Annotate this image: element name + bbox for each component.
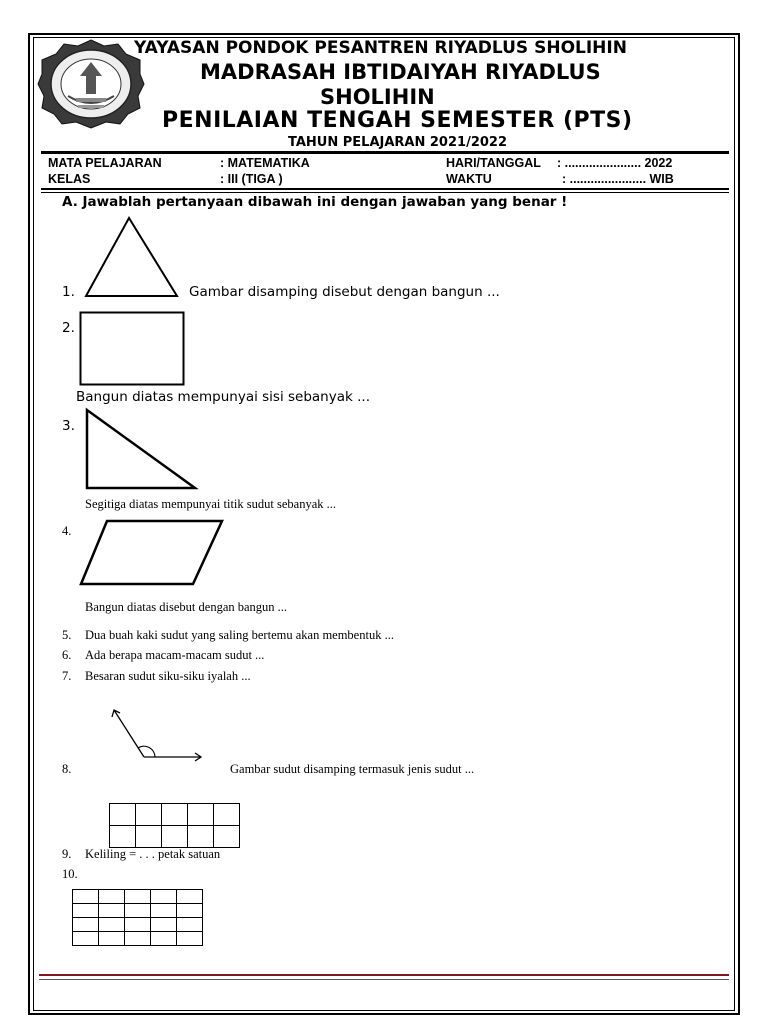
section-a-instruction: A. Jawablah pertanyaan dibawah ini dengan jawaban yang benar ! [62,194,568,210]
exam-title: PENILAIAN TENGAH SEMESTER (PTS) [162,108,633,133]
question-6-text: Ada berapa macam-macam sudut ... [85,648,265,662]
question-2-number: 2. [62,320,75,336]
question-10-number: 10. [62,867,78,881]
q9-unit-grid [109,803,240,848]
info-divider-bottom [41,192,729,193]
academic-year: TAHUN PELAJARAN 2021/2022 [288,135,508,150]
parallelogram-shape [79,519,225,586]
right-triangle-shape [85,408,198,490]
question-3-text: Segitiga diatas mempunyai titik sudut sebanyak ... [85,497,337,511]
class-label: KELAS [48,172,91,186]
day-date-value: : ...................... 2022 [557,156,673,170]
footer-divider [39,974,729,976]
school-name-line2: SHOLIHIN [320,85,435,109]
obtuse-angle-figure [108,704,208,764]
question-2-text: Bangun diatas mempunyai sisi sebanyak ... [76,389,370,405]
question-9-number: 9. [62,847,72,861]
class-value: : III (TIGA ) [220,172,283,186]
question-6-number: 6. [62,648,72,662]
footer-divider-thin [39,979,729,980]
info-divider-top [41,188,729,190]
header-divider [41,151,729,154]
question-7-text: Besaran sudut siku-siku iyalah ... [85,669,251,683]
question-9-text: Keliling = . . . petak satuan [85,847,221,861]
question-4-text: Bangun diatas disebut dengan bangun ... [85,600,288,614]
time-label: WAKTU [446,172,492,186]
question-7-number: 7. [62,669,72,683]
day-date-label: HARI/TANGGAL [446,156,541,170]
triangle-shape [84,216,180,298]
rectangle-shape [79,311,185,386]
question-8-number: 8. [62,762,72,776]
foundation-name: YAYASAN PONDOK PESANTREN RIYADLUS SHOLIHIN [134,38,627,58]
question-5-number: 5. [62,628,72,642]
time-value: : ...................... WIB [562,172,674,186]
question-8-text: Gambar sudut disamping termasuk jenis sudut ... [230,762,475,776]
question-5-text: Dua buah kaki sudut yang saling bertemu akan membentuk ... [85,628,394,642]
subject-label: MATA PELAJARAN [48,156,162,170]
school-seal-icon [36,38,146,128]
school-name-line1: MADRASAH IBTIDAIYAH RIYADLUS [200,60,601,84]
question-3-number: 3. [62,418,75,434]
question-1-number: 1. [62,284,75,300]
subject-value: : MATEMATIKA [220,156,310,170]
q10-unit-grid [72,889,203,946]
question-1-text: Gambar disamping disebut dengan bangun ... [189,284,500,300]
question-4-number: 4. [62,524,72,538]
